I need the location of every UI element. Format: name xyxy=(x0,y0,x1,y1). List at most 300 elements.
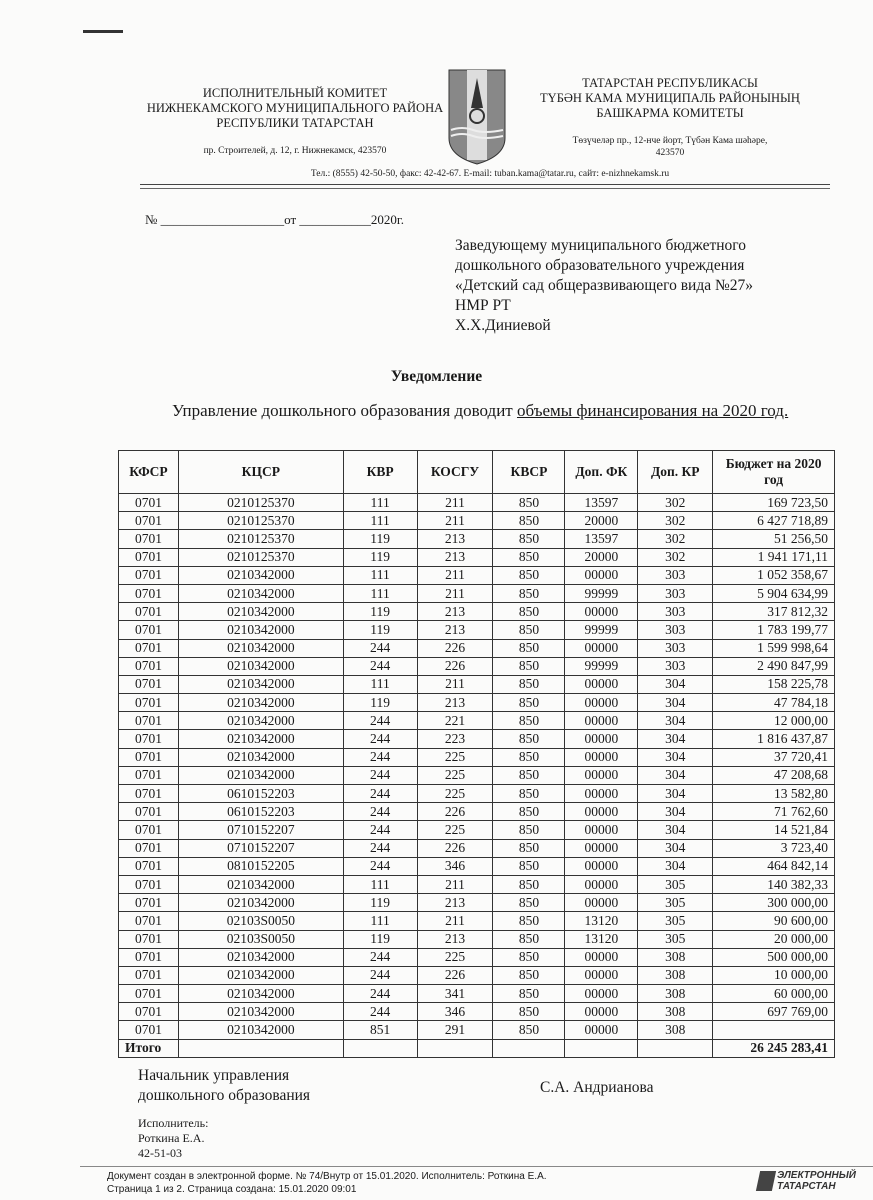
table-cell: 464 842,14 xyxy=(713,857,835,875)
table-cell: 291 xyxy=(417,1021,493,1039)
table-cell: 13 582,80 xyxy=(713,785,835,803)
table-cell: 1 599 998,64 xyxy=(713,639,835,657)
table-cell: 211 xyxy=(417,875,493,893)
table-cell: 308 xyxy=(638,966,713,984)
table-cell: 0701 xyxy=(119,985,179,1003)
table-row xyxy=(119,912,835,930)
table-cell: 244 xyxy=(343,712,417,730)
table-cell: 302 xyxy=(638,494,713,512)
table-cell: 0701 xyxy=(119,548,179,566)
table-cell: 211 xyxy=(417,675,493,693)
table-cell: 317 812,32 xyxy=(713,603,835,621)
table-row xyxy=(119,803,835,821)
intro-underlined: объемы финансирования на 2020 год. xyxy=(516,401,789,420)
table-cell: 00000 xyxy=(565,712,638,730)
table-cell: 13597 xyxy=(565,494,638,512)
table-cell xyxy=(343,1039,417,1057)
table-cell: 0210125370 xyxy=(178,494,343,512)
org-name-line: БАШКАРМА КОМИТЕТЫ xyxy=(596,106,744,120)
table-cell: 304 xyxy=(638,712,713,730)
table-cell: 0701 xyxy=(119,894,179,912)
table-cell: 111 xyxy=(343,912,417,930)
table-cell: 244 xyxy=(343,821,417,839)
table-row xyxy=(119,675,835,693)
table-row xyxy=(119,966,835,984)
table-cell: 00000 xyxy=(565,948,638,966)
table-cell: 0701 xyxy=(119,712,179,730)
table-cell: 850 xyxy=(493,584,565,602)
table-cell: 0210125370 xyxy=(178,512,343,530)
header-left xyxy=(130,86,460,157)
table-cell: 0701 xyxy=(119,657,179,675)
table-cell: 111 xyxy=(343,875,417,893)
table-cell: 225 xyxy=(417,948,493,966)
column-header: КВР xyxy=(343,451,417,494)
table-cell: 3 723,40 xyxy=(713,839,835,857)
table-cell: 0701 xyxy=(119,1003,179,1021)
table-cell: 0210342000 xyxy=(178,1021,343,1039)
table-cell: 850 xyxy=(493,912,565,930)
table-cell: 850 xyxy=(493,712,565,730)
table-cell: 6 427 718,89 xyxy=(713,512,835,530)
table-row xyxy=(119,985,835,1003)
table-cell: 213 xyxy=(417,548,493,566)
table-cell: 225 xyxy=(417,821,493,839)
table-row xyxy=(119,603,835,621)
table-row xyxy=(119,548,835,566)
table-cell: 244 xyxy=(343,1003,417,1021)
table-cell: 0210342000 xyxy=(178,639,343,657)
addressee-line: дошкольного образовательного учреждения xyxy=(455,257,745,274)
table-cell: 346 xyxy=(417,857,493,875)
table-cell: 0210342000 xyxy=(178,621,343,639)
table-cell: 169 723,50 xyxy=(713,494,835,512)
document-title: Уведомление xyxy=(390,368,483,385)
table-cell: 302 xyxy=(638,512,713,530)
table-cell: 0701 xyxy=(119,730,179,748)
table-cell: 303 xyxy=(638,621,713,639)
table-cell: 0210342000 xyxy=(178,675,343,693)
table-cell: 850 xyxy=(493,766,565,784)
table-cell: 308 xyxy=(638,1021,713,1039)
table-cell: 300 000,00 xyxy=(713,894,835,912)
table-cell: 226 xyxy=(417,839,493,857)
table-cell: 00000 xyxy=(565,894,638,912)
table-cell: 0210125370 xyxy=(178,530,343,548)
table-cell: 850 xyxy=(493,621,565,639)
table-cell: 850 xyxy=(493,948,565,966)
total-value: 26 245 283,41 xyxy=(713,1039,835,1057)
column-header: Бюджет на 2020 год xyxy=(713,451,835,494)
table-cell: 850 xyxy=(493,694,565,712)
table-row xyxy=(119,748,835,766)
table-cell: 00000 xyxy=(565,875,638,893)
org-postcode: 423570 xyxy=(655,148,685,158)
table-cell: 850 xyxy=(493,494,565,512)
table-cell: 850 xyxy=(493,875,565,893)
table-cell: 0701 xyxy=(119,675,179,693)
table-cell: 850 xyxy=(493,603,565,621)
financing-table xyxy=(118,450,835,1058)
table-cell: 0701 xyxy=(119,839,179,857)
table-cell: 0701 xyxy=(119,530,179,548)
position-line: Начальник управления xyxy=(138,1067,290,1084)
table-cell: 850 xyxy=(493,657,565,675)
org-address: Төзүчеләр пр., 12-нче йорт, Түбән Кама шәһәре, xyxy=(572,136,768,146)
total-row xyxy=(119,1039,835,1057)
table-cell xyxy=(417,1039,493,1057)
table-cell: 213 xyxy=(417,621,493,639)
table-cell: 304 xyxy=(638,730,713,748)
column-header: КОСГУ xyxy=(417,451,493,494)
table-cell: 0210342000 xyxy=(178,657,343,675)
table-cell: 850 xyxy=(493,1021,565,1039)
table-cell: 303 xyxy=(638,657,713,675)
table-cell: 119 xyxy=(343,694,417,712)
table-cell: 305 xyxy=(638,930,713,948)
table-cell: 213 xyxy=(417,894,493,912)
table-cell: 303 xyxy=(638,639,713,657)
table-cell: 119 xyxy=(343,530,417,548)
total-label: Итого xyxy=(119,1039,179,1057)
table-cell xyxy=(493,1039,565,1057)
table-cell: 304 xyxy=(638,694,713,712)
table-cell: 851 xyxy=(343,1021,417,1039)
org-name-line: ТАТАРСТАН РЕСПУБЛИКАСЫ xyxy=(582,76,758,90)
table-cell: 0701 xyxy=(119,785,179,803)
table-cell: 850 xyxy=(493,857,565,875)
table-cell: 0701 xyxy=(119,621,179,639)
table-cell: 244 xyxy=(343,748,417,766)
table-cell xyxy=(638,1039,713,1057)
position-line: дошкольного образования xyxy=(138,1087,311,1104)
table-cell: 304 xyxy=(638,821,713,839)
table-row xyxy=(119,1021,835,1039)
table-cell: 140 382,33 xyxy=(713,875,835,893)
header-divider xyxy=(140,184,830,185)
table-cell: 119 xyxy=(343,621,417,639)
document-number-line: № ___________________от ___________2020г. xyxy=(145,212,405,227)
table-cell: 213 xyxy=(417,694,493,712)
table-cell: 12 000,00 xyxy=(713,712,835,730)
table-cell: 244 xyxy=(343,839,417,857)
table-cell: 111 xyxy=(343,494,417,512)
table-cell: 0210342000 xyxy=(178,712,343,730)
header-right xyxy=(520,76,820,159)
table-cell: 00000 xyxy=(565,785,638,803)
table-cell: 111 xyxy=(343,566,417,584)
table-cell: 304 xyxy=(638,748,713,766)
table-cell: 226 xyxy=(417,657,493,675)
table-row xyxy=(119,730,835,748)
table-cell: 305 xyxy=(638,875,713,893)
table-cell: 0701 xyxy=(119,694,179,712)
column-header: КФСР xyxy=(119,451,179,494)
table-row xyxy=(119,621,835,639)
table-cell: 0701 xyxy=(119,748,179,766)
table-cell: 0210342000 xyxy=(178,730,343,748)
table-cell: 0701 xyxy=(119,494,179,512)
table-cell: 00000 xyxy=(565,730,638,748)
table-cell: 119 xyxy=(343,603,417,621)
table-cell: 850 xyxy=(493,639,565,657)
executor-block xyxy=(138,1116,208,1161)
table-cell: 0701 xyxy=(119,821,179,839)
table-row xyxy=(119,657,835,675)
table-cell: 850 xyxy=(493,785,565,803)
coat-of-arms-emblem xyxy=(447,68,507,166)
table-cell xyxy=(178,1039,343,1057)
table-cell: 303 xyxy=(638,603,713,621)
header-divider xyxy=(140,188,830,189)
table-cell: 223 xyxy=(417,730,493,748)
org-name-line: НИЖНЕКАМСКОГО МУНИЦИПАЛЬНОГО РАЙОНА xyxy=(146,101,444,115)
table-cell: 0701 xyxy=(119,875,179,893)
table-row xyxy=(119,857,835,875)
table-cell: 00000 xyxy=(565,694,638,712)
table-cell: 244 xyxy=(343,803,417,821)
table-cell: 304 xyxy=(638,857,713,875)
table-cell: 0701 xyxy=(119,512,179,530)
table-cell: 02103S0050 xyxy=(178,930,343,948)
table-cell: 20000 xyxy=(565,512,638,530)
table-cell: 221 xyxy=(417,712,493,730)
table-cell: 0210342000 xyxy=(178,1003,343,1021)
table-cell: 0701 xyxy=(119,566,179,584)
table-cell: 71 762,60 xyxy=(713,803,835,821)
table-row xyxy=(119,875,835,893)
table-cell: 0710152207 xyxy=(178,839,343,857)
table-row xyxy=(119,694,835,712)
table-cell: 00000 xyxy=(565,639,638,657)
table-cell: 211 xyxy=(417,512,493,530)
table-row xyxy=(119,566,835,584)
table-cell: 51 256,50 xyxy=(713,530,835,548)
table-cell: 14 521,84 xyxy=(713,821,835,839)
table-cell: 850 xyxy=(493,1003,565,1021)
table-cell: 0701 xyxy=(119,766,179,784)
table-cell: 0701 xyxy=(119,584,179,602)
table-cell: 244 xyxy=(343,639,417,657)
table-cell: 0210342000 xyxy=(178,875,343,893)
table-cell: 500 000,00 xyxy=(713,948,835,966)
org-name-line: РЕСПУБЛИКИ ТАТАРСТАН xyxy=(216,116,374,130)
table-cell: 1 783 199,77 xyxy=(713,621,835,639)
table-cell: 211 xyxy=(417,566,493,584)
table-cell: 99999 xyxy=(565,657,638,675)
table-cell: 304 xyxy=(638,803,713,821)
table-cell: 00000 xyxy=(565,566,638,584)
table-cell: 304 xyxy=(638,785,713,803)
table-cell: 13597 xyxy=(565,530,638,548)
table-cell: 244 xyxy=(343,857,417,875)
column-header: Доп. КР xyxy=(638,451,713,494)
addressee-line: Х.Х.Диниевой xyxy=(455,317,551,334)
table-cell: 304 xyxy=(638,839,713,857)
footer-divider xyxy=(80,1166,873,1167)
org-name-line: ТҮБӘН КАМА МУНИЦИПАЛЬ РАЙОНЫНЫҢ xyxy=(540,91,800,105)
table-cell: 308 xyxy=(638,1003,713,1021)
table-cell: 244 xyxy=(343,966,417,984)
table-cell: 850 xyxy=(493,748,565,766)
table-cell: 850 xyxy=(493,675,565,693)
table-row xyxy=(119,1003,835,1021)
table-cell: 304 xyxy=(638,766,713,784)
intro-paragraph xyxy=(120,400,825,422)
table-cell: 20000 xyxy=(565,548,638,566)
table-cell: 10 000,00 xyxy=(713,966,835,984)
table-cell: 00000 xyxy=(565,857,638,875)
table-cell: 158 225,78 xyxy=(713,675,835,693)
table-cell: 00000 xyxy=(565,766,638,784)
table-cell: 0210342000 xyxy=(178,694,343,712)
table-cell: 00000 xyxy=(565,675,638,693)
table-cell xyxy=(565,1039,638,1057)
scan-mark xyxy=(83,30,123,33)
table-cell: 111 xyxy=(343,512,417,530)
table-cell: 0701 xyxy=(119,639,179,657)
signatory-position xyxy=(138,1066,310,1106)
table-cell: 20 000,00 xyxy=(713,930,835,948)
table-cell: 211 xyxy=(417,912,493,930)
table-row xyxy=(119,821,835,839)
table-cell: 1 816 437,87 xyxy=(713,730,835,748)
table-cell: 0210342000 xyxy=(178,748,343,766)
addressee-line: Заведующему муниципального бюджетного xyxy=(455,237,746,254)
table-cell: 60 000,00 xyxy=(713,985,835,1003)
table-cell: 00000 xyxy=(565,803,638,821)
table-cell: 0210342000 xyxy=(178,948,343,966)
footer-line: Страница 1 из 2. Страница создана: 15.01.2020 09:01 xyxy=(107,1184,357,1195)
table-cell: 0701 xyxy=(119,930,179,948)
table-cell: 47 208,68 xyxy=(713,766,835,784)
table-cell: 211 xyxy=(417,584,493,602)
table-cell: 00000 xyxy=(565,839,638,857)
table-cell: 303 xyxy=(638,584,713,602)
column-header: КЦСР xyxy=(178,451,343,494)
table-cell: 5 904 634,99 xyxy=(713,584,835,602)
table-cell: 0701 xyxy=(119,857,179,875)
table-cell: 0810152205 xyxy=(178,857,343,875)
table-row xyxy=(119,894,835,912)
table-cell: 244 xyxy=(343,730,417,748)
table-cell: 213 xyxy=(417,603,493,621)
executor-name: Роткина Е.А. xyxy=(138,1131,205,1145)
table-cell: 0701 xyxy=(119,1021,179,1039)
table-row xyxy=(119,530,835,548)
table-cell: 302 xyxy=(638,530,713,548)
table-cell: 302 xyxy=(638,548,713,566)
table-cell: 13120 xyxy=(565,912,638,930)
table-cell: 850 xyxy=(493,930,565,948)
executor-label: Исполнитель: xyxy=(138,1116,209,1130)
column-header: КВСР xyxy=(493,451,565,494)
table-row xyxy=(119,930,835,948)
column-header: Доп. ФК xyxy=(565,451,638,494)
table-cell: 308 xyxy=(638,948,713,966)
org-name-line: ИСПОЛНИТЕЛЬНЫЙ КОМИТЕТ xyxy=(202,86,388,100)
table-cell: 850 xyxy=(493,985,565,1003)
table-cell: 00000 xyxy=(565,748,638,766)
table-cell: 244 xyxy=(343,657,417,675)
table-cell: 111 xyxy=(343,584,417,602)
addressee-line: «Детский сад общеразвивающего вида №27» xyxy=(455,277,754,294)
table-cell: 850 xyxy=(493,730,565,748)
table-cell: 0610152203 xyxy=(178,785,343,803)
addressee-line: НМР РТ xyxy=(455,297,511,314)
table-cell: 244 xyxy=(343,948,417,966)
table-cell: 02103S0050 xyxy=(178,912,343,930)
footer-line: Документ создан в электронной форме. № 74/Внутр от 15.01.2020. Исполнитель: Роткина Е.А. xyxy=(107,1171,547,1182)
table-cell: 303 xyxy=(638,566,713,584)
table-cell: 0710152207 xyxy=(178,821,343,839)
table-cell: 119 xyxy=(343,930,417,948)
logo-text-line: ТАТАРСТАН xyxy=(777,1181,836,1192)
table-cell: 0210342000 xyxy=(178,766,343,784)
table-cell: 850 xyxy=(493,821,565,839)
table-cell: 99999 xyxy=(565,621,638,639)
table-cell: 850 xyxy=(493,803,565,821)
table-cell: 0210125370 xyxy=(178,548,343,566)
table-cell: 0610152203 xyxy=(178,803,343,821)
electronic-tatarstan-logo xyxy=(758,1170,856,1192)
table-cell: 308 xyxy=(638,985,713,1003)
table-cell: 0210342000 xyxy=(178,894,343,912)
table-cell: 341 xyxy=(417,985,493,1003)
table-cell xyxy=(713,1021,835,1039)
table-cell: 0701 xyxy=(119,966,179,984)
table-row xyxy=(119,512,835,530)
table-cell: 244 xyxy=(343,766,417,784)
table-cell: 225 xyxy=(417,785,493,803)
addressee xyxy=(455,236,753,336)
org-address: пр. Строителей, д. 12, г. Нижнекамск, 423570 xyxy=(203,146,387,156)
logo-text-line: ЭЛЕКТРОННЫЙ xyxy=(777,1170,856,1181)
table-cell: 119 xyxy=(343,894,417,912)
table-cell: 1 941 171,11 xyxy=(713,548,835,566)
table-cell: 111 xyxy=(343,675,417,693)
table-row xyxy=(119,948,835,966)
table-cell: 0210342000 xyxy=(178,584,343,602)
table-cell: 850 xyxy=(493,894,565,912)
table-header-row xyxy=(119,451,835,494)
table-cell: 47 784,18 xyxy=(713,694,835,712)
table-cell: 0701 xyxy=(119,803,179,821)
org-contacts: Тел.: (8555) 42-50-50, факс: 42-42-67. E-mail: tuban.kama@tatar.ru, сайт: e-nizhnekamsk.ru xyxy=(310,169,670,179)
table-cell: 13120 xyxy=(565,930,638,948)
table-cell: 697 769,00 xyxy=(713,1003,835,1021)
footer-stamp xyxy=(107,1170,547,1196)
table-cell: 99999 xyxy=(565,584,638,602)
table-cell: 37 720,41 xyxy=(713,748,835,766)
table-cell: 0210342000 xyxy=(178,985,343,1003)
table-cell: 00000 xyxy=(565,985,638,1003)
intro-text: Управление дошкольного образования доводит xyxy=(172,401,517,420)
table-cell: 226 xyxy=(417,639,493,657)
table-cell: 226 xyxy=(417,803,493,821)
table-cell: 1 052 358,67 xyxy=(713,566,835,584)
table-cell: 305 xyxy=(638,912,713,930)
table-cell: 90 600,00 xyxy=(713,912,835,930)
table-cell: 213 xyxy=(417,530,493,548)
table-cell: 0210342000 xyxy=(178,566,343,584)
table-row xyxy=(119,785,835,803)
table-cell: 00000 xyxy=(565,603,638,621)
table-cell: 226 xyxy=(417,966,493,984)
table-cell: 0210342000 xyxy=(178,966,343,984)
table-cell: 244 xyxy=(343,785,417,803)
table-cell: 0701 xyxy=(119,912,179,930)
